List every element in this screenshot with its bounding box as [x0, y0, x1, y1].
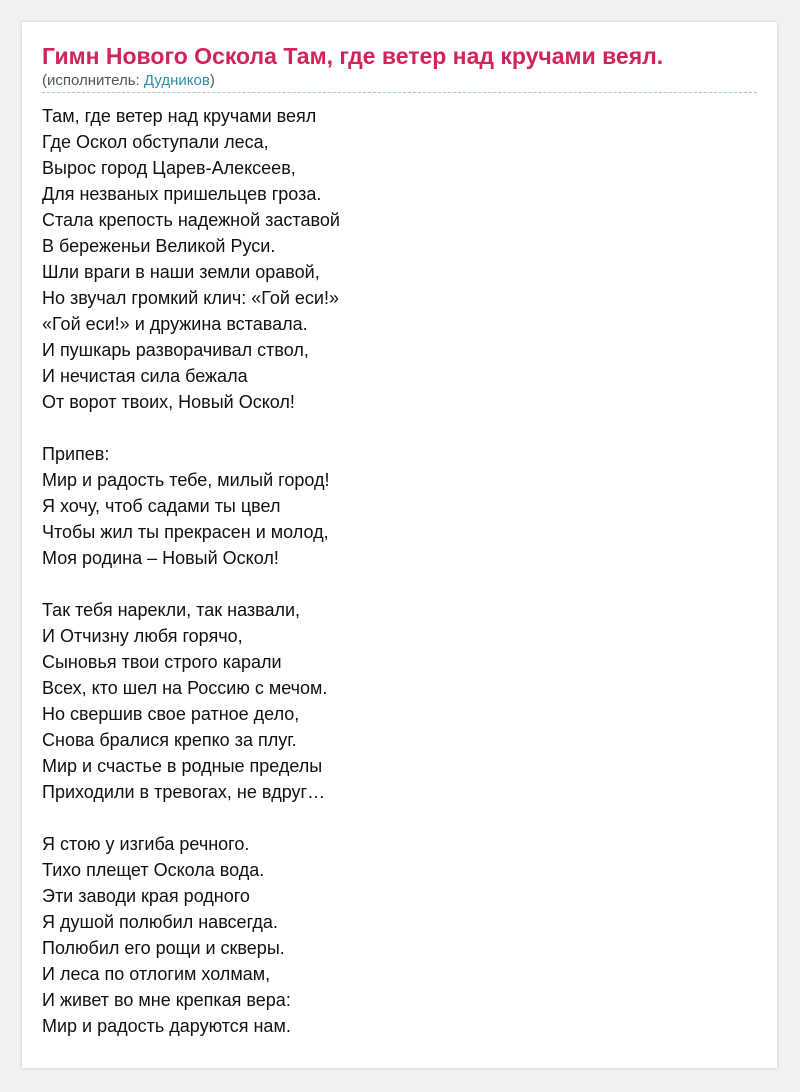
- chorus-label: Припев:: [42, 444, 110, 464]
- performer-suffix: ): [209, 72, 215, 89]
- lyric-line: И живет во мне крепкая вера:: [42, 990, 291, 1010]
- lyric-line: И нечистая сила бежала: [42, 366, 248, 386]
- lyric-line: И леса по отлогим холмам,: [42, 964, 271, 984]
- lyric-line: Полюбил его рощи и скверы.: [42, 938, 285, 958]
- performer-prefix: (исполнитель:: [42, 72, 144, 89]
- lyric-line: Мир и радость тебе, милый город!: [42, 470, 330, 490]
- song-title: Гимн Нового Оскола Там, где ветер над кручами веял.: [42, 43, 664, 69]
- lyric-line: Шли враги в наши земли оравой,: [42, 262, 320, 282]
- stanza-verse-2: [42, 597, 757, 805]
- stanza-verse-3: [42, 831, 757, 1039]
- lyric-line: Вырос город Царев-Алексеев,: [42, 158, 296, 178]
- lyrics-text: [42, 103, 757, 1039]
- lyric-line: Для незваных пришельцев гроза.: [42, 184, 322, 204]
- stanza-verse-1: [42, 103, 757, 415]
- lyric-line: Мир и радость даруются нам.: [42, 1016, 291, 1036]
- lyric-line: Приходили в тревогах, не вдруг…: [42, 782, 326, 802]
- lyrics-card: [22, 22, 777, 1068]
- lyric-line: Но звучал громкий клич: «Гой еси!»: [42, 288, 339, 308]
- performer-link[interactable]: Дудников: [143, 72, 210, 89]
- lyric-line: Сыновья твои строго карали: [42, 652, 282, 672]
- lyric-line: Снова бралися крепко за плуг.: [42, 730, 297, 750]
- lyric-line: И Отчизну любя горячо,: [42, 626, 243, 646]
- lyric-line: В береженьи Великой Руси.: [42, 236, 276, 256]
- lyric-line: От ворот твоих, Новый Оскол!: [42, 392, 295, 412]
- lyric-line: И пушкарь разворачивал ствол,: [42, 340, 309, 360]
- lyric-line: Я хочу, чтоб садами ты цвел: [42, 496, 281, 516]
- lyric-line: Всех, кто шел на Россию с мечом.: [42, 678, 328, 698]
- lyric-line: Я стою у изгиба речного.: [42, 834, 250, 854]
- lyric-line: Эти заводи края родного: [42, 886, 250, 906]
- lyric-line: Моя родина – Новый Оскол!: [42, 548, 279, 568]
- lyric-line: «Гой еси!» и дружина вставала.: [42, 314, 308, 334]
- lyric-line: Я душой полюбил навсегда.: [42, 912, 278, 932]
- lyric-line: Тихо плещет Оскола вода.: [42, 860, 265, 880]
- lyric-line: Мир и счастье в родные пределы: [42, 756, 323, 776]
- lyric-line: Где Оскол обступали леса,: [42, 132, 269, 152]
- lyric-line: Но свершив свое ратное дело,: [42, 704, 300, 724]
- performer-line: [42, 72, 757, 93]
- lyric-line: Так тебя нарекли, так назвали,: [42, 600, 301, 620]
- lyric-line: Стала крепость надежной заставой: [42, 210, 340, 230]
- lyric-line: Чтобы жил ты прекрасен и молод,: [42, 522, 329, 542]
- stanza-chorus: [42, 441, 757, 571]
- lyric-line: Там, где ветер над кручами веял: [42, 106, 317, 126]
